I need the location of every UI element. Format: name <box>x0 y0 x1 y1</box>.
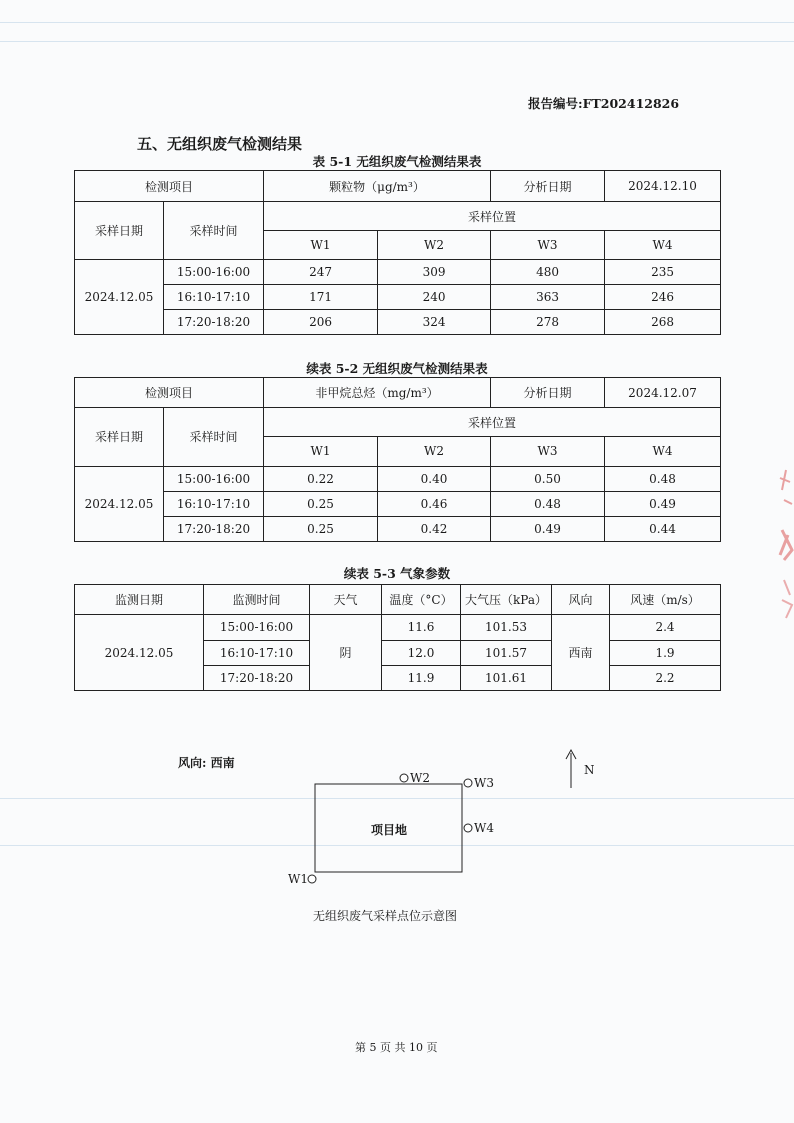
sample-time: 15:00-16:00 <box>164 466 264 491</box>
value-cell: 0.25 <box>264 516 378 541</box>
value-cell: 480 <box>491 260 605 285</box>
wind-direction: 西南 <box>552 615 610 691</box>
value-cell: 0.42 <box>378 516 491 541</box>
sample-time: 17:20-18:20 <box>164 516 264 541</box>
temperature: 12.0 <box>382 640 461 665</box>
point-header: W2 <box>378 231 491 260</box>
point-header: W2 <box>378 437 491 466</box>
diagram-caption: 无组织废气采样点位示意图 <box>313 909 458 923</box>
value-cell: 0.22 <box>264 466 378 491</box>
position-label: 采样位置 <box>264 202 721 231</box>
item-label: 检测项目 <box>75 171 264 202</box>
value-cell: 278 <box>491 310 605 335</box>
page-number: 第 5 页 共 10 页 <box>355 1041 438 1054</box>
table-row <box>75 285 721 310</box>
point-header: W3 <box>491 231 605 260</box>
value-cell: 324 <box>378 310 491 335</box>
monitor-date: 2024.12.05 <box>75 615 204 691</box>
table2-caption: 续表 5-2 无组织废气检测结果表 <box>306 361 488 376</box>
wind-speed: 1.9 <box>610 640 721 665</box>
value-cell: 0.50 <box>491 466 605 491</box>
weather: 阴 <box>310 615 382 691</box>
item-label: 检测项目 <box>75 378 264 408</box>
value-cell: 171 <box>264 285 378 310</box>
pressure: 101.57 <box>461 640 552 665</box>
pressure: 101.61 <box>461 665 552 690</box>
w4-label: W4 <box>474 821 494 835</box>
header-cell: 大气压（kPa） <box>461 585 552 615</box>
header-cell: 监测日期 <box>75 585 204 615</box>
analysis-date: 2024.12.07 <box>605 378 721 408</box>
table1-particulate <box>74 170 721 335</box>
value-cell: 0.49 <box>605 491 721 516</box>
wind-speed: 2.2 <box>610 665 721 690</box>
sample-date-label: 采样日期 <box>75 202 164 260</box>
table-row <box>75 491 721 516</box>
table3-caption: 续表 5-3 气象参数 <box>343 566 451 581</box>
north-label: N <box>584 763 595 777</box>
value-cell: 240 <box>378 285 491 310</box>
scan-line <box>0 845 794 846</box>
value-cell: 363 <box>491 285 605 310</box>
sample-time-label: 采样时间 <box>164 408 264 466</box>
w2-marker <box>400 774 408 782</box>
monitor-time: 16:10-17:10 <box>204 640 310 665</box>
point-header: W4 <box>605 437 721 466</box>
value-cell: 247 <box>264 260 378 285</box>
sample-date: 2024.12.05 <box>75 466 164 541</box>
point-header: W4 <box>605 231 721 260</box>
position-label: 采样位置 <box>264 408 721 437</box>
point-header: W1 <box>264 231 378 260</box>
monitor-time: 15:00-16:00 <box>204 615 310 640</box>
pressure: 101.53 <box>461 615 552 640</box>
value-cell: 206 <box>264 310 378 335</box>
w2-label: W2 <box>410 771 430 785</box>
site-label: 项目地 <box>371 823 408 837</box>
table-row <box>75 310 721 335</box>
table-row <box>75 516 721 541</box>
value-cell: 0.48 <box>491 491 605 516</box>
scan-line <box>0 798 794 799</box>
header-cell: 风速（m/s） <box>610 585 721 615</box>
section-title: 五、无组织废气检测结果 <box>137 135 303 153</box>
item-value: 颗粒物（μg/m³） <box>264 171 491 202</box>
value-cell: 0.49 <box>491 516 605 541</box>
value-cell: 0.40 <box>378 466 491 491</box>
sample-time: 15:00-16:00 <box>164 260 264 285</box>
w1-label: W1 <box>288 872 308 886</box>
table-row <box>75 260 721 285</box>
monitor-time: 17:20-18:20 <box>204 665 310 690</box>
item-value: 非甲烷总烃（mg/m³） <box>264 378 491 408</box>
wind-speed: 2.4 <box>610 615 721 640</box>
header-cell: 温度（°C） <box>382 585 461 615</box>
value-cell: 268 <box>605 310 721 335</box>
point-header: W3 <box>491 437 605 466</box>
w1-marker <box>308 875 316 883</box>
header-cell: 风向 <box>552 585 610 615</box>
scan-line <box>0 22 794 23</box>
value-cell: 235 <box>605 260 721 285</box>
analysis-label: 分析日期 <box>491 378 605 408</box>
point-header: W1 <box>264 437 378 466</box>
w3-marker <box>464 779 472 787</box>
table2-nmhc <box>74 377 721 542</box>
analysis-date: 2024.12.10 <box>605 171 721 202</box>
sample-time: 16:10-17:10 <box>164 491 264 516</box>
scan-line <box>0 41 794 42</box>
table1-caption: 表 5-1 无组织废气检测结果表 <box>312 154 482 169</box>
temperature: 11.6 <box>382 615 461 640</box>
value-cell: 0.48 <box>605 466 721 491</box>
sample-date: 2024.12.05 <box>75 260 164 335</box>
north-arrow-head <box>566 750 576 759</box>
header-cell: 监测时间 <box>204 585 310 615</box>
w3-label: W3 <box>474 776 494 790</box>
header-cell: 天气 <box>310 585 382 615</box>
sample-date-label: 采样日期 <box>75 408 164 466</box>
table3-weather <box>74 584 721 691</box>
table-row <box>75 466 721 491</box>
table-row <box>75 615 721 640</box>
temperature: 11.9 <box>382 665 461 690</box>
w4-marker <box>464 824 472 832</box>
report-number: 报告编号:FT202412826 <box>528 96 680 111</box>
sample-time-label: 采样时间 <box>164 202 264 260</box>
value-cell: 0.44 <box>605 516 721 541</box>
sample-time: 16:10-17:10 <box>164 285 264 310</box>
wind-direction-label: 风向: 西南 <box>178 756 235 770</box>
value-cell: 309 <box>378 260 491 285</box>
value-cell: 0.25 <box>264 491 378 516</box>
analysis-label: 分析日期 <box>491 171 605 202</box>
value-cell: 0.46 <box>378 491 491 516</box>
value-cell: 246 <box>605 285 721 310</box>
sample-time: 17:20-18:20 <box>164 310 264 335</box>
seal-stamp <box>772 460 794 620</box>
